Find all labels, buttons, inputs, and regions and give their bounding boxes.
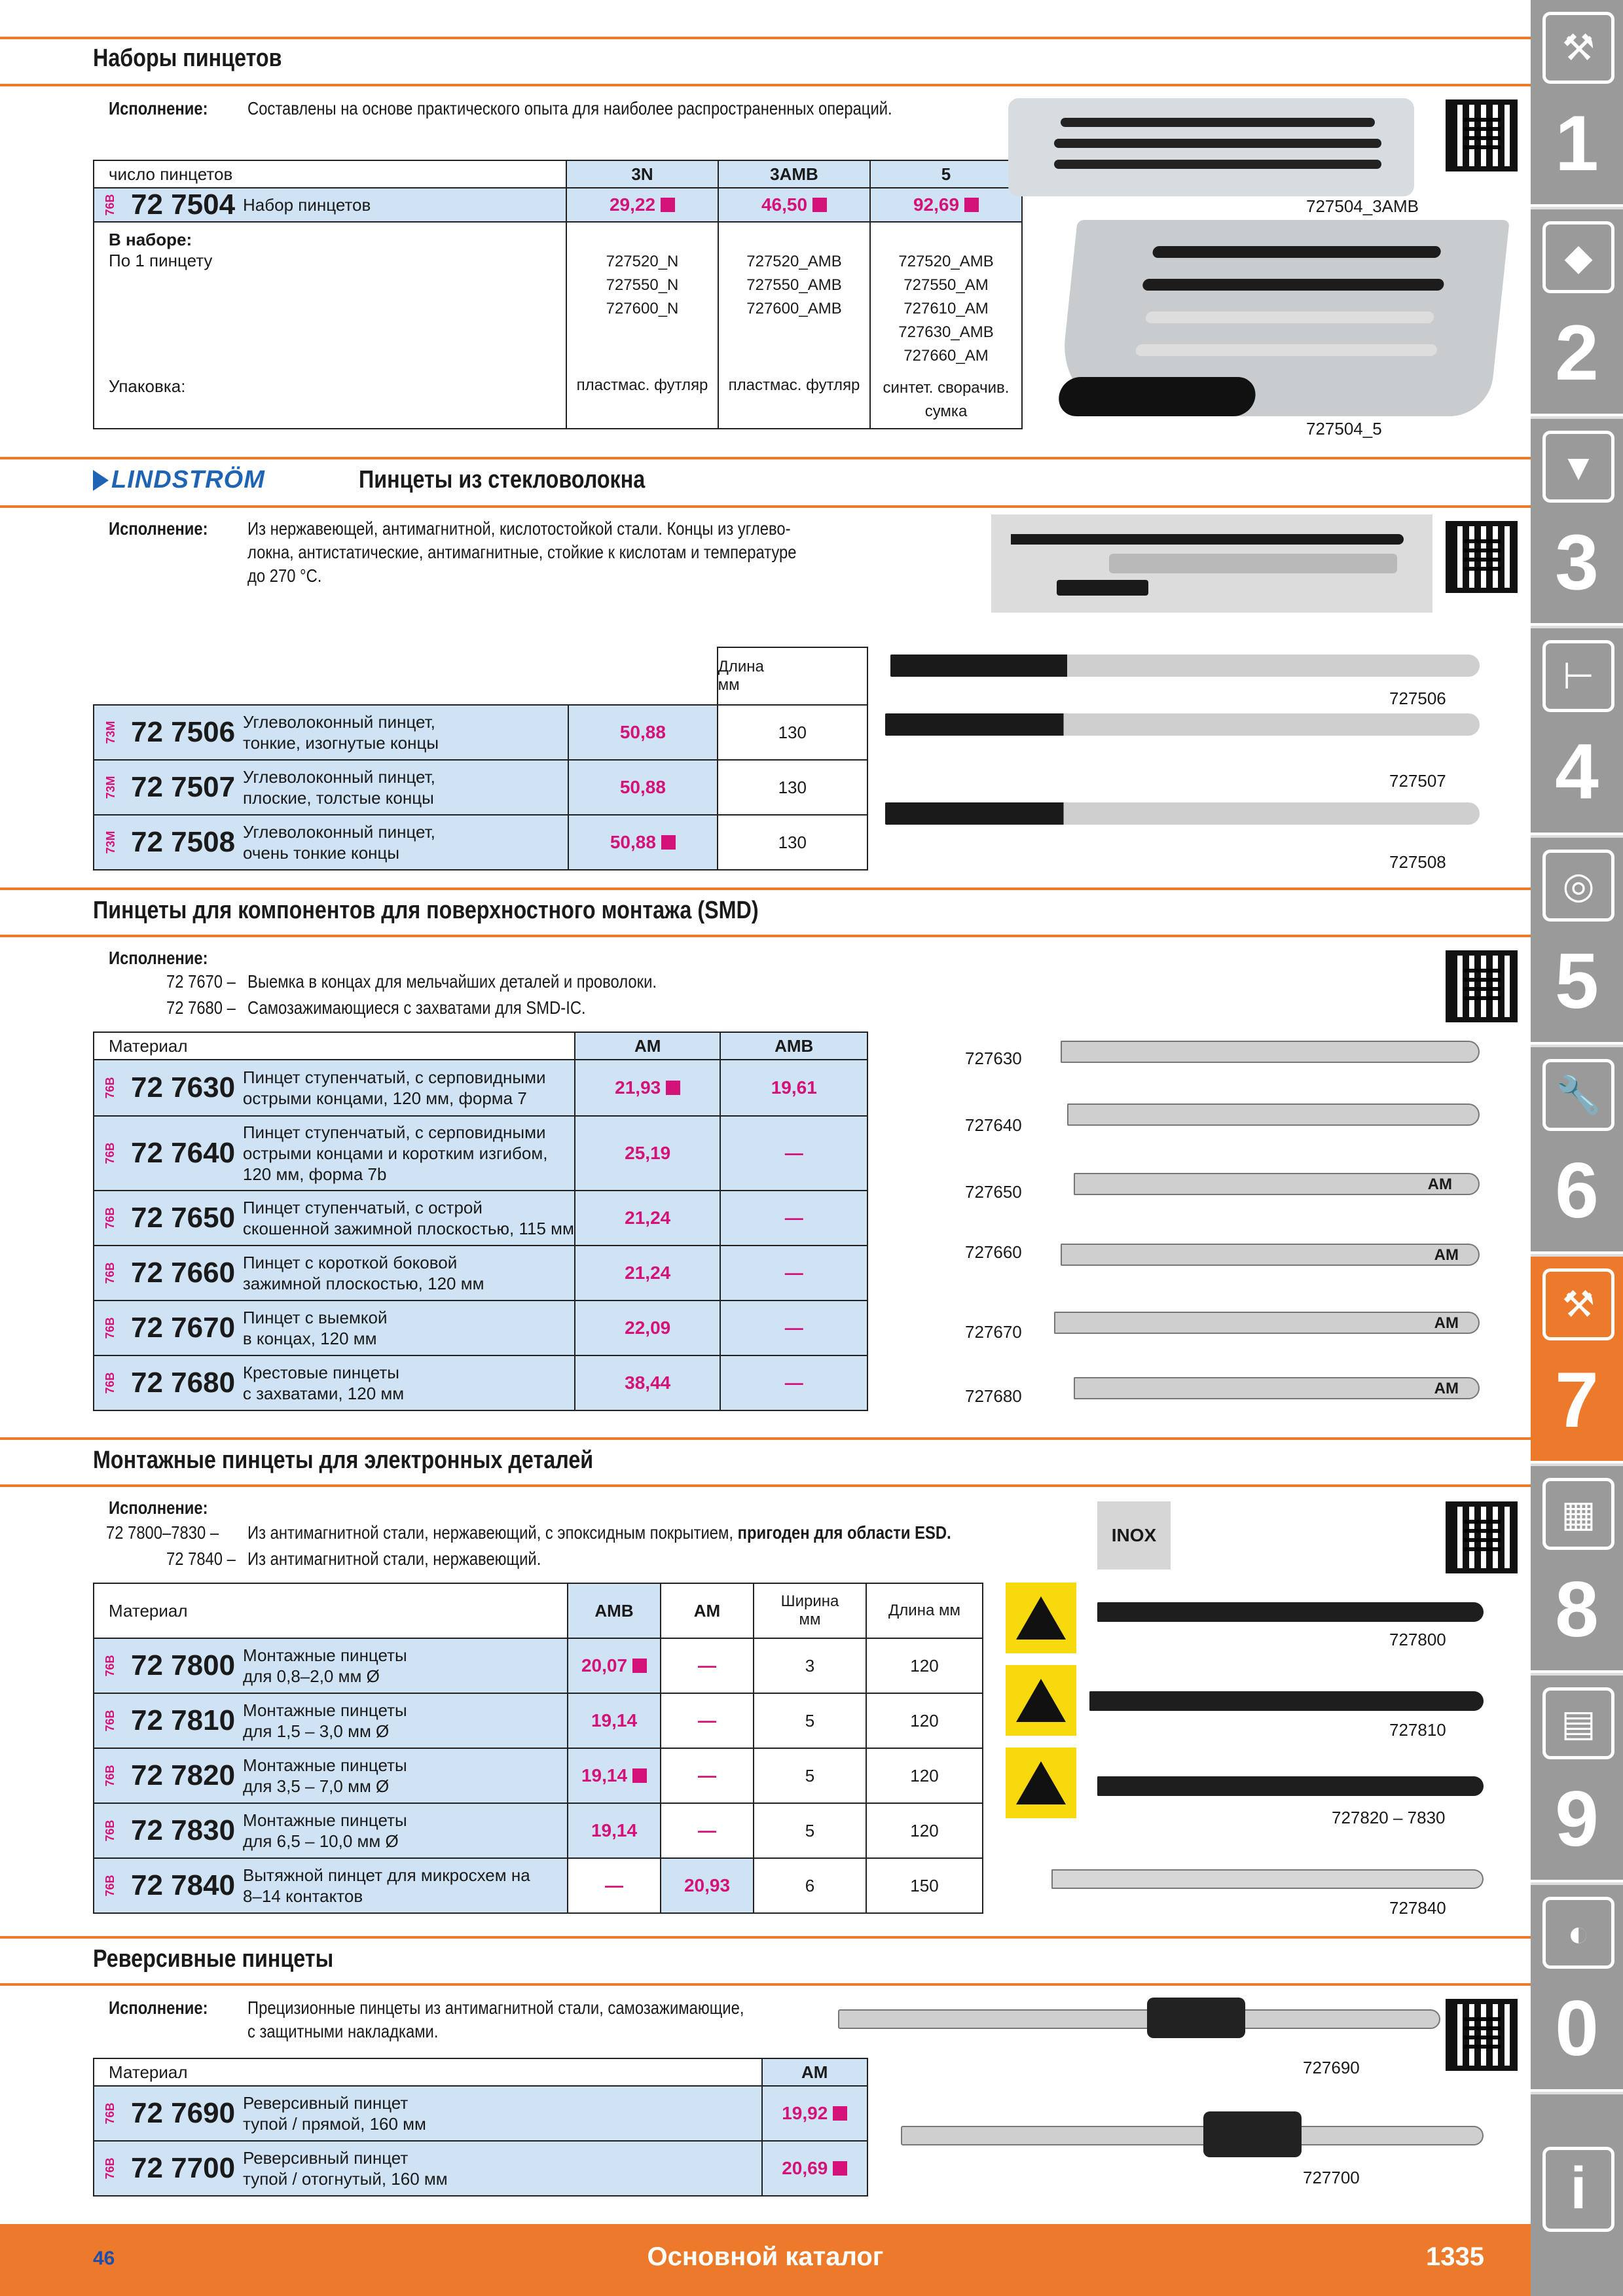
image-caption: 727810 (1389, 1720, 1446, 1740)
table-row (94, 1060, 867, 1116)
hammer-pliers-icon: ⚒ (1542, 1268, 1614, 1340)
cabinet-icon: ▤ (1542, 1687, 1614, 1759)
article-code: 73M 72 7506 (94, 705, 238, 760)
article-desc: Углеволоконный пинцет, плоские, толстые концы (238, 760, 568, 815)
article-code: 76B 72 7660 (94, 1246, 238, 1300)
safety-goggles-icon: ◐ (1542, 1897, 1614, 1969)
exec-line: Из нержавеющей, антимагнитной, кислотостойкой стали. Концы из углево- (247, 518, 791, 539)
section-title-mounting: Монтажные пинцеты для электронных деталей (93, 1446, 594, 1474)
set-items: 727520_N 727550_N 727600_N (566, 222, 718, 370)
article-desc: Набор пинцетов (238, 188, 566, 222)
tweezer-image: AM (1074, 1377, 1480, 1399)
article-code: 76B 72 7810 (94, 1693, 238, 1748)
divider (0, 1983, 1531, 1986)
image-caption: 727670 (965, 1322, 1022, 1342)
header-material: Материал (94, 2058, 762, 2086)
price: 20,69 (762, 2141, 868, 2196)
divider (0, 505, 1531, 508)
section-title-sets: Наборы пинцетов (93, 45, 282, 72)
section-title-reverse: Реверсивные пинцеты (93, 1945, 334, 1973)
table-row (94, 1191, 867, 1246)
divider (0, 84, 1531, 86)
price: 21,93 (575, 1060, 721, 1116)
article-code: 76B 72 7640 (94, 1116, 238, 1191)
article-desc: Реверсивный пинцет тупой / отогнутый, 160 мм (238, 2141, 762, 2196)
smd-table (93, 1031, 868, 1411)
price: 20,93 (661, 1858, 754, 1913)
price: — (661, 1693, 754, 1748)
price: 19,61 (720, 1060, 867, 1116)
tweezer-image: AM (1074, 1173, 1480, 1195)
price: 19,14 (568, 1748, 661, 1803)
divider (0, 888, 1531, 890)
table-row (94, 1748, 983, 1803)
set-items: 727520_AMB 727550_AMB 727600_AMB (718, 222, 870, 370)
exec-label: Исполнение: (109, 518, 208, 539)
qr-code-icon (1446, 521, 1518, 593)
article-code: 76B 72 7820 (94, 1748, 238, 1803)
drill-icon: ⚒ (1542, 12, 1614, 84)
col-am: AM (575, 1032, 721, 1060)
tweezer-set-case-image (1008, 98, 1414, 196)
image-caption: 727506 (1389, 689, 1446, 708)
length-value: 120 (866, 1748, 983, 1803)
article-code: 76B 72 7650 (94, 1191, 238, 1246)
tweezer-roll-bag-image (1057, 220, 1510, 416)
table-row (94, 705, 867, 760)
esd-warning-icon (1006, 1583, 1076, 1653)
article-desc: Пинцет с короткой боковой зажимной плоскостью, 120 мм (238, 1246, 575, 1300)
esd-warning-icon (1006, 1665, 1076, 1736)
inox-badge: INOX (1097, 1501, 1171, 1570)
chapter-tab-7-active[interactable]: ⚒ 7 (1531, 1257, 1623, 1463)
article-desc: Пинцет ступенчатый, с острой скошенной зажимной плоскостью, 115 мм (238, 1191, 575, 1246)
image-caption: 727660 (965, 1242, 1022, 1262)
image-caption: 727508 (1389, 852, 1446, 872)
saw-disc-icon: ◎ (1542, 850, 1614, 922)
tweezer-image (901, 2126, 1484, 2145)
tweezer-image (1097, 1602, 1484, 1622)
article-desc: Монтажные пинцеты для 1,5 – 3,0 мм Ø (238, 1693, 568, 1748)
mounting-table (93, 1583, 983, 1914)
caliper-icon: ⊢ (1542, 640, 1614, 712)
col-5: 5 (870, 160, 1022, 188)
price: — (661, 1748, 754, 1803)
qr-code-icon (1446, 1999, 1518, 2071)
chapter-tab-1[interactable]: ⚒ 1 (1531, 0, 1623, 207)
image-caption: 727680 (965, 1386, 1022, 1406)
header-length: Длина мм (718, 647, 867, 705)
table-row (94, 1355, 867, 1410)
pack-value: синтет. сворачив. сумка (870, 370, 1022, 429)
price: 19,92 (762, 2086, 868, 2141)
note-key: 72 7840 – (166, 1549, 236, 1569)
header-material: Материал (94, 1032, 575, 1060)
exec-label: Исполнение: (109, 1498, 208, 1518)
note-key: 72 7670 – (166, 971, 236, 992)
tool-case-icon: ▦ (1542, 1478, 1614, 1550)
header-material: Материал (94, 1583, 568, 1638)
tweezer-image (1089, 1691, 1484, 1711)
reverse-table (93, 2058, 868, 2197)
exec-line: Прецизионные пинцеты из антимагнитной стали, самозажимающие, (247, 1998, 744, 2018)
set-contents-label: В наборе: По 1 пинцету (94, 222, 566, 370)
price: — (661, 1638, 754, 1693)
price: 22,09 (575, 1300, 721, 1355)
wrench-icon: 🔧 (1542, 1059, 1614, 1131)
col-amb: AMB (568, 1583, 661, 1638)
article-desc: Пинцет ступенчатый, с серповидными острыми концами и коротким изгибом, 120 мм, форма 7b (238, 1116, 575, 1191)
price: 19,14 (568, 1803, 661, 1858)
length-value: 150 (866, 1858, 983, 1913)
width-value: 5 (754, 1803, 866, 1858)
table-row (94, 760, 867, 815)
length-value: 120 (866, 1803, 983, 1858)
col-am: AM (762, 2058, 868, 2086)
tweezer-image (890, 655, 1480, 677)
price: — (720, 1246, 867, 1300)
length-value: 120 (866, 1693, 983, 1748)
info-tab[interactable] (1531, 2094, 1623, 2296)
article-code: 76B 72 7830 (94, 1803, 238, 1858)
note-key: 72 7680 – (166, 997, 236, 1018)
tweezer-image (838, 2009, 1440, 2029)
exec-line: с защитными накладками. (247, 2021, 439, 2041)
article-desc: Монтажные пинцеты для 6,5 – 10,0 мм Ø (238, 1803, 568, 1858)
image-caption: 727800 (1389, 1630, 1446, 1649)
chapter-tab-9[interactable]: ▤ 9 (1531, 1676, 1623, 1882)
footer-title: Основной каталог (647, 2242, 884, 2271)
note-text: Выемка в концах для мельчайших деталей и проволоки. (247, 971, 657, 992)
chapter-tab-8[interactable]: ▦ 8 (1531, 1466, 1623, 1673)
price: 38,44 (575, 1355, 721, 1410)
article-code: 76B 72 7504 (94, 188, 238, 222)
table-row (94, 1638, 983, 1693)
carbon-table (93, 647, 868, 870)
price: 46,50 (718, 188, 870, 222)
image-caption: 727504_3AMB (1306, 196, 1419, 216)
width-value: 5 (754, 1748, 866, 1803)
exec-text: Составлены на основе практического опыта для наиболее распространенных операций. (247, 98, 892, 118)
article-desc: Монтажные пинцеты для 3,5 – 7,0 мм Ø (238, 1748, 568, 1803)
price: — (720, 1116, 867, 1191)
width-value: 3 (754, 1638, 866, 1693)
set-items: 727520_AMB 727550_AM 727610_AM 727630_AMB 727660_AM (870, 222, 1022, 370)
image-caption: 727820 – 7830 (1332, 1808, 1446, 1827)
col-amb: AMB (720, 1032, 867, 1060)
footer-left-number: 46 (93, 2248, 115, 2269)
price: 25,19 (575, 1116, 721, 1191)
exec-label: Исполнение: (109, 98, 208, 118)
tweezer-image (1061, 1041, 1480, 1063)
divider (0, 1484, 1531, 1487)
tweezer-image (1097, 1776, 1484, 1796)
divider (0, 1936, 1531, 1939)
image-caption: 727840 (1389, 1898, 1446, 1918)
image-caption: 727640 (965, 1115, 1022, 1135)
section-title-smd: Пинцеты для компонентов для поверхностного монтажа (SMD) (93, 897, 759, 924)
divider (0, 457, 1531, 459)
article-desc: Монтажные пинцеты для 0,8–2,0 мм Ø (238, 1638, 568, 1693)
width-value: 6 (754, 1858, 866, 1913)
article-code: 76B 72 7680 (94, 1355, 238, 1410)
article-desc: Пинцет с выемкой в концах, 120 мм (238, 1300, 575, 1355)
chapter-tab-3[interactable]: ▼ 3 (1531, 419, 1623, 626)
price: — (720, 1355, 867, 1410)
article-code: 76B 72 7690 (94, 2086, 238, 2141)
price: 50,88 (568, 815, 717, 870)
brand-logo: LINDSTRÖM (93, 466, 265, 494)
price: 50,88 (568, 705, 717, 760)
article-desc: Реверсивный пинцет тупой / прямой, 160 мм (238, 2086, 762, 2141)
article-code: 76B 72 7800 (94, 1638, 238, 1693)
image-caption: 727650 (965, 1182, 1022, 1202)
tweezer-image (885, 802, 1480, 825)
col-3amb: 3AMB (718, 160, 870, 188)
note-key: 72 7800–7830 – (106, 1522, 219, 1543)
table-row (94, 2086, 867, 2141)
sets-table (93, 160, 1023, 429)
tweezer-image: AM (1061, 1244, 1480, 1266)
tweezer-image (885, 713, 1480, 736)
article-code: 76B 72 7700 (94, 2141, 238, 2196)
qr-code-icon (1446, 950, 1518, 1022)
table-row (94, 1693, 983, 1748)
note-text: Самозажимающиеся с захватами для SMD-IC. (247, 997, 586, 1018)
esd-warning-icon (1006, 1748, 1076, 1818)
chapter-tab-4[interactable]: ⊢ 4 (1531, 628, 1623, 835)
price: 20,07 (568, 1638, 661, 1693)
table-row (94, 815, 867, 870)
pack-label: Упаковка: (94, 370, 566, 429)
col-am: AM (661, 1583, 754, 1638)
qr-code-icon (1446, 99, 1518, 171)
article-desc: Вытяжной пинцет для микросхем на 8–14 контактов (238, 1858, 568, 1913)
page-number: 1335 (1426, 2242, 1484, 2271)
price: 21,24 (575, 1191, 721, 1246)
price: 92,69 (870, 188, 1022, 222)
table-row (94, 2141, 867, 2196)
pack-value: пластмас. футляр (566, 370, 718, 429)
tweezer-image (1051, 1869, 1484, 1889)
footer-bar (0, 2224, 1531, 2296)
table-row (94, 1246, 867, 1300)
image-caption: 727700 (1303, 2168, 1360, 2187)
table-row (94, 1803, 983, 1858)
article-code: 73M 72 7507 (94, 760, 238, 815)
price: — (720, 1191, 867, 1246)
header-count: число пинцетов (94, 160, 566, 188)
article-code: 73M 72 7508 (94, 815, 238, 870)
chapter-tab-6[interactable]: 🔧 6 (1531, 1047, 1623, 1254)
info-icon: i (1542, 2147, 1614, 2232)
table-row (94, 1300, 867, 1355)
length-value: 130 (718, 705, 867, 760)
width-value: 5 (754, 1693, 866, 1748)
qr-code-icon (1446, 1501, 1518, 1573)
chuck-icon: ▼ (1542, 431, 1614, 503)
article-desc: Углеволоконный пинцет, тонкие, изогнутые концы (238, 705, 568, 760)
chapter-tab-0[interactable]: ◐ 0 (1531, 1885, 1623, 2092)
divider (0, 1437, 1531, 1440)
exec-label: Исполнение: (109, 948, 208, 968)
tweezer-image (1067, 1103, 1480, 1126)
price: — (568, 1858, 661, 1913)
article-desc: Крестовые пинцеты с захватами, 120 мм (238, 1355, 575, 1410)
image-caption: 727504_5 (1306, 419, 1382, 439)
table-row (94, 1116, 867, 1191)
exec-label: Исполнение: (109, 1998, 208, 2018)
article-code: 76B 72 7630 (94, 1060, 238, 1116)
price: 29,22 (566, 188, 718, 222)
note-text: Из антимагнитной стали, нержавеющий. (247, 1549, 541, 1569)
pack-value: пластмас. футляр (718, 370, 870, 429)
image-caption: 727630 (965, 1049, 1022, 1068)
article-desc: Пинцет ступенчатый, с серповидными острыми концами, 120 мм, форма 7 (238, 1060, 575, 1116)
table-row (94, 1858, 983, 1913)
note-text: Из антимагнитной стали, нержавеющий, с эпоксидным покрытием, пригоден для области ESD. (247, 1522, 951, 1543)
price: — (720, 1300, 867, 1355)
header-width: Ширина мм (754, 1583, 866, 1638)
header-length: Длина мм (866, 1583, 983, 1638)
price: 19,14 (568, 1693, 661, 1748)
col-3n: 3N (566, 160, 718, 188)
section-title-carbon: Пинцеты из стекловолокна (359, 466, 646, 493)
carbon-tips-image (991, 514, 1432, 613)
image-caption: 727507 (1389, 771, 1446, 791)
insert-icon: ◆ (1542, 221, 1614, 293)
chapter-tab-2[interactable]: ◆ 2 (1531, 209, 1623, 416)
article-code: 76B 72 7670 (94, 1300, 238, 1355)
image-caption: 727690 (1303, 2058, 1360, 2077)
article-code: 76B 72 7840 (94, 1858, 238, 1913)
exec-line: локна, антистатические, антимагнитные, стойкие к кислотам и температуре (247, 542, 797, 562)
price: — (661, 1803, 754, 1858)
article-desc: Углеволоконный пинцет, очень тонкие концы (238, 815, 568, 870)
length-value: 120 (866, 1638, 983, 1693)
tweezer-image: AM (1054, 1312, 1480, 1334)
chapter-tab-5[interactable]: ◎ 5 (1531, 838, 1623, 1045)
divider (0, 37, 1531, 39)
length-value: 130 (718, 760, 867, 815)
price: 50,88 (568, 760, 717, 815)
exec-line: до 270 °C. (247, 565, 322, 586)
length-value: 130 (718, 815, 867, 870)
divider (0, 935, 1531, 937)
price: 21,24 (575, 1246, 721, 1300)
